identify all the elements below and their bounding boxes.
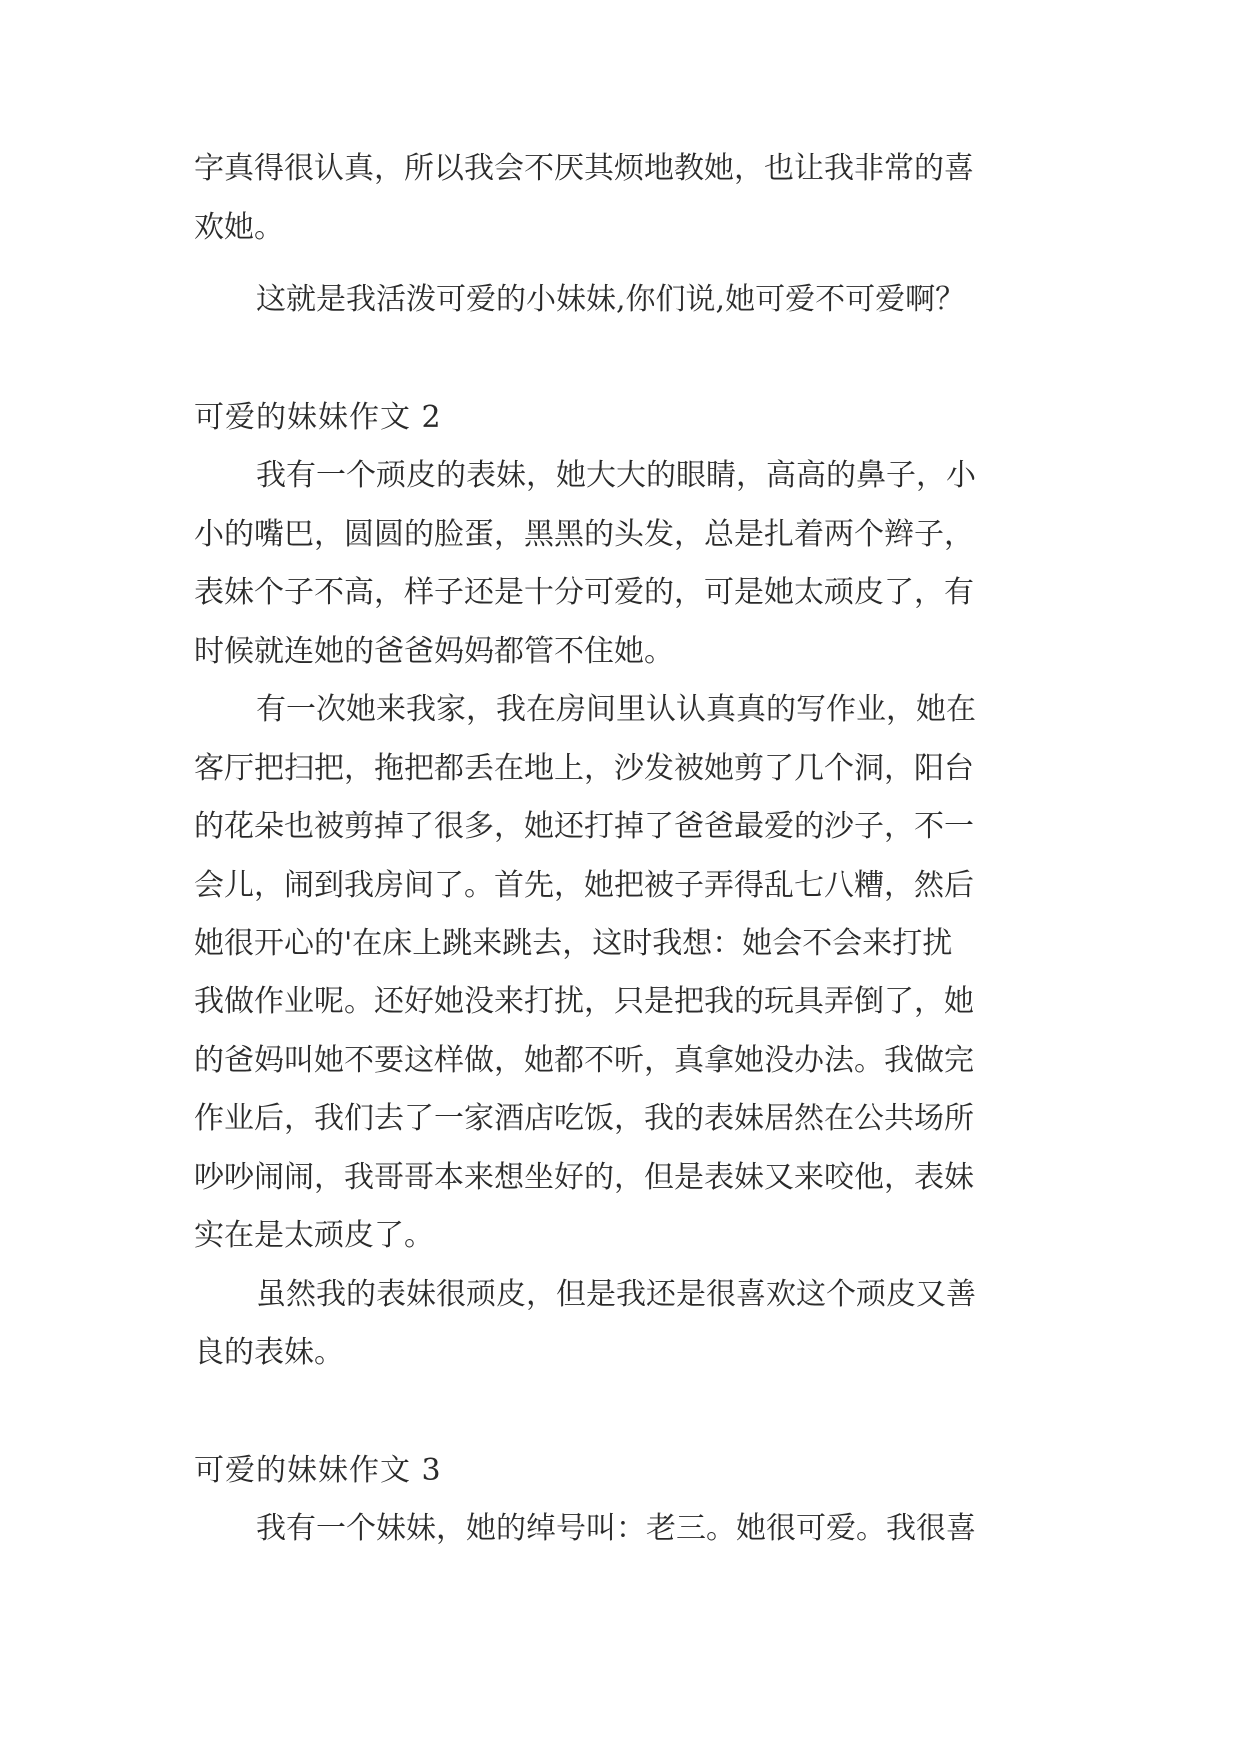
text-line: 字真得很认真，所以我会不厌其烦地教她，也让我非常的喜 — [194, 151, 974, 186]
text-line: 表妹个子不高，样子还是十分可爱的，可是她太顽皮了，有 — [194, 575, 974, 610]
text-line: 我有一个顽皮的表妹，她大大的眼睛，高高的鼻子，小 — [256, 458, 976, 493]
text-line: 时候就连她的爸爸妈妈都管不住她。 — [194, 634, 674, 669]
text-line: 我有一个妹妹，她的绰号叫：老三。她很可爱。我很喜 — [256, 1511, 976, 1546]
text-line: 良的表妹。 — [194, 1335, 344, 1370]
section-heading: 可爱的妹妹作文 2 — [194, 400, 442, 435]
text-line: 小的嘴巴，圆圆的脸蛋，黑黑的头发，总是扎着两个辫子， — [194, 517, 974, 552]
text-line: 客厅把扫把，拖把都丢在地上，沙发被她剪了几个洞，阳台 — [194, 751, 974, 786]
text-line: 吵吵闹闹，我哥哥本来想坐好的，但是表妹又来咬他，表妹 — [194, 1160, 974, 1195]
text-line: 虽然我的表妹很顽皮，但是我还是很喜欢这个顽皮又善 — [256, 1277, 976, 1312]
text-line: 有一次她来我家，我在房间里认认真真的写作业，她在 — [256, 692, 976, 727]
text-line: 会儿，闹到我房间了。首先，她把被子弄得乱七八糟，然后 — [194, 868, 974, 903]
text-line: 她很开心的'在床上跳来跳去，这时我想：她会不会来打扰 — [194, 926, 953, 961]
text-line: 实在是太顽皮了。 — [194, 1218, 434, 1253]
text-line: 的爸妈叫她不要这样做，她都不听，真拿她没办法。我做完 — [194, 1043, 974, 1078]
text-line: 这就是我活泼可爱的小妹妹,你们说,她可爱不可爱啊？ — [256, 282, 966, 317]
section-heading: 可爱的妹妹作文 3 — [194, 1453, 442, 1488]
text-line: 欢她。 — [194, 210, 284, 245]
text-line: 的花朵也被剪掉了很多，她还打掉了爸爸最爱的沙子，不一 — [194, 809, 974, 844]
text-line: 我做作业呢。还好她没来打扰，只是把我的玩具弄倒了，她 — [194, 984, 974, 1019]
text-line: 作业后，我们去了一家酒店吃饭，我的表妹居然在公共场所 — [194, 1101, 974, 1136]
